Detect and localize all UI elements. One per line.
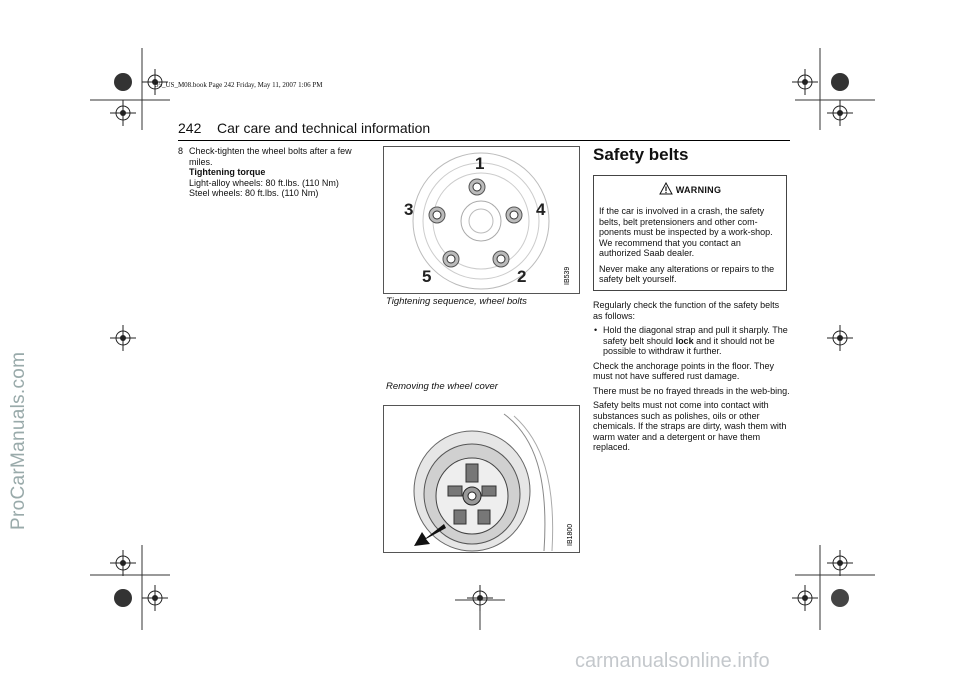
warning-heading <box>594 182 786 195</box>
wheel-bolt-diagram <box>384 147 579 293</box>
warning-paragraph-1: If the car is involved in a crash, the safety belts, belt pretensioners and other com-ponents must be inspected by a work-shop. We recommend that you contact an authorized Saab dealer. <box>599 206 773 258</box>
bolt-label-3: 3 <box>404 200 414 219</box>
torque-alloy: Light-alloy wheels: 80 ft.lbs. (110 Nm) <box>189 177 339 188</box>
figure1-caption: Tightening sequence, wheel bolts <box>386 296 527 307</box>
wheel-bolt-figure <box>383 146 580 294</box>
wheel-cover-illustration <box>384 406 579 552</box>
warning-label: WARNING <box>675 185 722 195</box>
bullet-item: • Hold the diagonal strap and pull it sharply. The safety belt should lock and it should not be possible to withdraw it further. <box>593 325 790 357</box>
step-8 <box>178 146 370 199</box>
bolt-label-1: 1 <box>475 154 485 173</box>
bolt-label-4: 4 <box>536 200 546 219</box>
bolt-label-5: 5 <box>422 267 432 286</box>
torque-steel: Steel wheels: 80 ft.lbs. (110 Nm) <box>189 188 319 198</box>
step-number: 8 <box>178 146 184 156</box>
figure2-code: IB1800 <box>567 523 574 546</box>
book-info-line: 95_US_M08.book Page 242 Friday, May 11, 2007 1:06 PM <box>155 81 323 89</box>
page-title: Car care and technical information <box>217 120 431 136</box>
figure-code: IB539 <box>564 266 571 285</box>
safety-belt-body <box>593 300 790 457</box>
figure2-caption: Removing the wheel cover <box>386 381 498 392</box>
section-title: Safety belts <box>593 145 689 164</box>
footer-watermark: carmanualsonline.info <box>575 650 770 672</box>
torque-heading: Tightening torque <box>189 167 266 177</box>
anchorage-paragraph: Check the anchorage points in the floor. They must not have suffered rust damage. <box>593 360 774 381</box>
warning-triangle-icon <box>659 182 673 195</box>
header-rule <box>178 140 790 141</box>
page-number: 242 <box>178 120 202 136</box>
webbing-paragraph: There must be no frayed threads in the web-bing. <box>593 385 790 396</box>
step-text: Check-tighten the wheel bolts after a few miles. <box>189 146 352 167</box>
intro-paragraph: Regularly check the function of the safety belts as follows: <box>593 300 780 321</box>
chemicals-paragraph: Safety belts must not come into contact with substances such as polishes, oils or other chemicals. If the straps are dirty, wash them with warm water and a detergent or have them replaced. <box>593 400 787 452</box>
side-watermark: ProCarManuals.com <box>8 351 29 530</box>
lock-word: lock <box>675 335 694 346</box>
wheel-cover-figure <box>383 405 580 553</box>
warning-paragraph-2: Never make any alterations or repairs to the safety belt yourself. <box>599 263 775 284</box>
warning-box <box>593 175 787 291</box>
bolt-label-2: 2 <box>517 267 527 286</box>
